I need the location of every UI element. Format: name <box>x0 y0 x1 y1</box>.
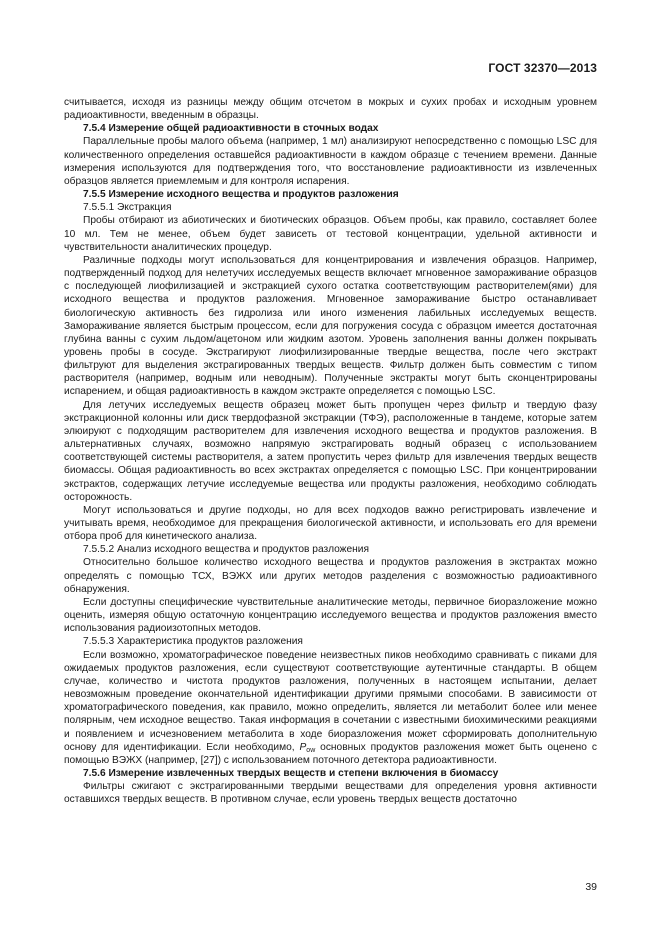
paragraph-continuation: считывается, исходя из разницы между общим отсчетом в мокрых и сухих пробах и исходным уровнем радиоактивности, введенным в образцы. <box>64 97 597 122</box>
paragraph: Фильтры сжигают с экстрагированными твердыми веществами для определения уровня активности оставшихся твердых веществ. В противном случае, если уровень твердых веществ достаточно <box>64 781 597 806</box>
paragraph: Для летучих исследуемых веществ образец может быть пропущен через фильтр и твердую фазу экстракционной колонны или диск твердофазной экстракции (ТФЭ), расположенные в тандеме, которые затем элюируют с подходящим растворителем для извлечения исходного вещества и продуктов разложения. В альтернативных случаях, возможно напрямую экстрагировать водный образец с использованием соответствующей системы растворителя, а затем пропустить через фильтр для извлечения твердых веществ биомассы. Общая радиоактивность во всех экстрактах определяется с помощью LSC. При концентрировании экстрактов, содержащих летучие исследуемые вещества или продукты разложения, необходимо соблюдать осторожность. <box>64 399 597 503</box>
section-heading-7-5-5: 7.5.5 Измерение исходного вещества и продуктов разложения <box>83 189 399 201</box>
subsection-heading-7-5-5-3: 7.5.5.3 Характеристика продуктов разложения <box>83 636 303 648</box>
paragraph: Могут использоваться и другие подходы, но для всех подходов важно регистрировать извлечение и учитывать время, необходимое для прекращения биологической активности, и использовать его для времени отбора проб для кинетического анализа. <box>64 504 597 543</box>
paragraph: Относительно большое количество исходного вещества и продуктов разложения в экстрактах можно определять с помощью ТСХ, ВЭЖХ или других методов разделения с возможностью радиоактивного обнаружения. <box>64 557 597 595</box>
paragraph: Различные подходы могут использоваться для концентрирования и извлечения образцов. Например, подтвержденный подход для нелетучих исследуемых веществ включает мгновенное замораживание образцов с последующей лиофилизацией и экстракцией сухого остатка соответствующим растворителем(ями) для исходного вещества и продуктов разложения. Мгновенное замораживание быстро останавливает биологическую активность без гидролиза или иного изменения лабильных исследуемых веществ. Замораживание является быстрым процессом, если для погружения сосуда с образцом имеется достаточная глубина ванны с сухим льдом/ацетоном или жидким азотом. Уровень заполнения ванны должен покрывать уровень пробы в сосуде. Экстрагируют лиофилизированные твердые вещества, после чего экстракт фильтруют для выделения экстрагированных твердых веществ. Фильтр должен быть совместим с типом растворителя (например, водным или неводным). Полученные экстракты могут быть сконцентрированы испарением, и общая радиоактивность в каждом экстракте определяется с помощью LSC. <box>64 254 597 398</box>
section-heading-7-5-4: 7.5.4 Измерение общей радиоактивности в сточных водах <box>83 123 379 135</box>
formula-symbol: P <box>299 741 307 753</box>
paragraph-text: основных продуктов разложения может быть оценено с помощью ВЭЖХ (например, [27]) с использованием поточного детектора радиоактивности. <box>64 741 597 766</box>
document-body <box>64 96 597 806</box>
formula-subscript: ow <box>306 746 316 754</box>
paragraph: Параллельные пробы малого объема (например, 1 мл) анализируют непосредственно с помощью LSC для количественного определения оставшейся радиоактивности в каждом образце с течением времени. Данные измерения используются для подтверждения того, что восстановление радиоактивности из извлеченных образцов является приемлемым и для контроля испарения. <box>64 136 597 187</box>
document-code: ГОСТ 32370—2013 <box>488 61 597 75</box>
paragraph-with-formula <box>64 649 597 767</box>
paragraph: Пробы отбирают из абиотических и биотических образцов. Объем пробы, как правило, составляет более 10 мл. Тем не менее, объем будет зависеть от тестовой концентрации, удельной активности и чувствительности аналитических процедур. <box>64 215 597 253</box>
section-heading-7-5-6: 7.5.6 Измерение извлеченных твердых веществ и степени включения в биомассу <box>83 767 499 779</box>
paragraph-text: Если возможно, хроматографическое поведение неизвестных пиков необходимо сравнивать с пиками для ожидаемых продуктов разложения, если существуют соответствующие аутентичные стандарты. В общем случае, количество и чистота продуктов разложения, полученных в настоящем испытании, делает невозможным проведение окончательной идентификации другими прямыми способами. В зависимости от хроматографического поведения, как правило, можно определить, является ли метаболит более или менее полярным, чем исходное вещество. Такая информация в сочетании с известными биохимическими реакциями и появлением и исчезновением метаболита в ходе биоразложения может сформировать дополнительную основу для идентификации. Если необходимо, <box>64 649 597 753</box>
paragraph: Если доступны специфические чувствительные аналитические методы, первичное биоразложение можно оценить, измеряя общую остаточную концентрацию исследуемого вещества и продуктов разложения вместо использования радиоизотопных методов. <box>64 596 597 635</box>
page-number: 39 <box>585 881 597 893</box>
subsection-heading-7-5-5-2: 7.5.5.2 Анализ исходного вещества и продуктов разложения <box>83 544 369 556</box>
subsection-heading-7-5-5-1: 7.5.5.1 Экстракция <box>83 202 172 214</box>
